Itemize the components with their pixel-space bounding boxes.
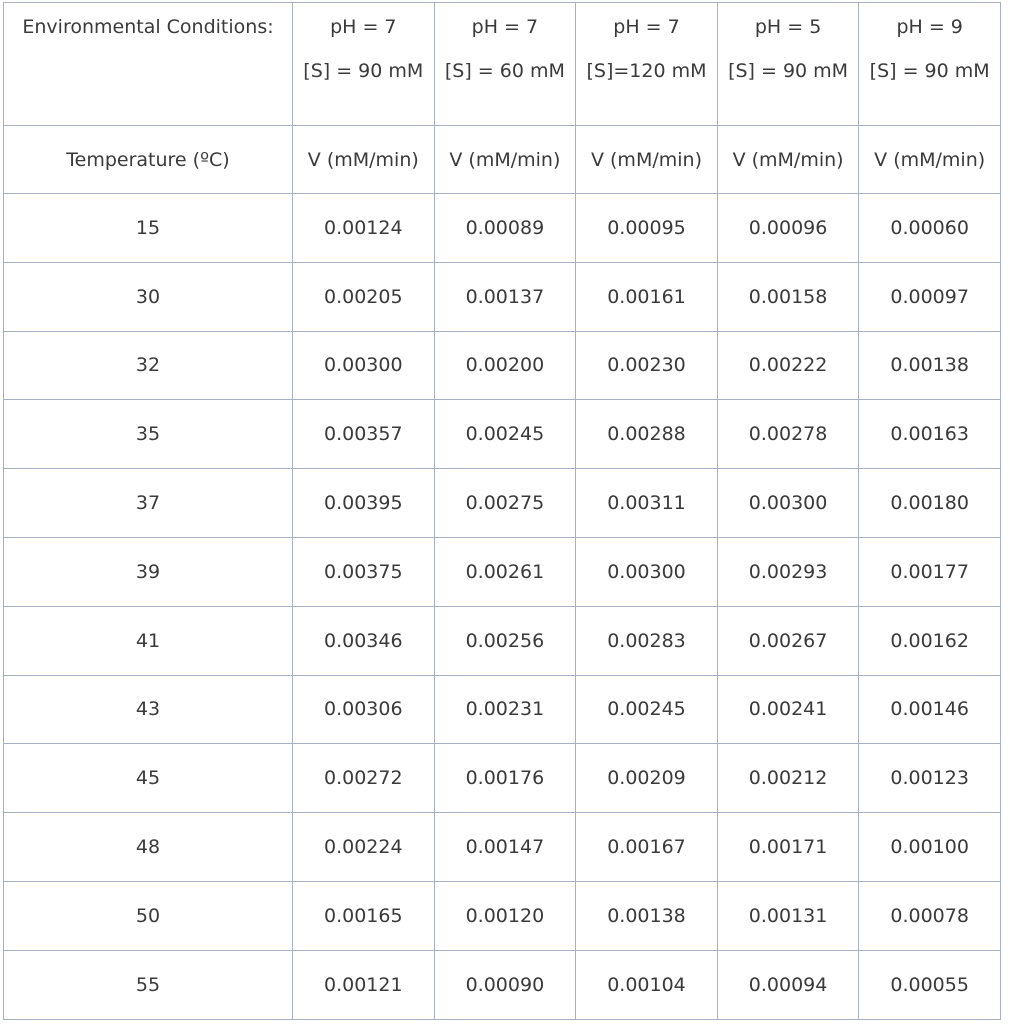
- velocity-cell: 0.00171: [717, 813, 859, 882]
- velocity-cell: 0.00256: [434, 606, 576, 675]
- velocity-cell: 0.00200: [434, 331, 576, 400]
- velocity-cell: 0.00090: [434, 950, 576, 1019]
- velocity-cell: 0.00278: [717, 400, 859, 469]
- velocity-cell: 0.00124: [293, 194, 435, 263]
- velocity-header-cell: V (mM/min): [576, 126, 718, 194]
- condition-cell: [859, 3, 1001, 126]
- velocity-cell: 0.00272: [293, 744, 435, 813]
- velocity-cell: 0.00161: [576, 262, 718, 331]
- velocity-cell: 0.00123: [859, 744, 1001, 813]
- temperature-cell: 35: [4, 400, 293, 469]
- condition-ph: pH = 7: [330, 16, 397, 38]
- condition-cell: [717, 3, 859, 126]
- condition-ph: pH = 7: [471, 16, 539, 38]
- velocity-cell: 0.00231: [434, 675, 576, 744]
- velocity-cell: 0.00163: [859, 400, 1001, 469]
- table-row: [4, 606, 1001, 675]
- velocity-cell: 0.00375: [293, 537, 435, 606]
- temperature-cell: 32: [4, 331, 293, 400]
- condition-ph: pH = 7: [613, 16, 680, 38]
- velocity-cell: 0.00095: [576, 194, 718, 263]
- table-row: [4, 331, 1001, 400]
- velocity-cell: 0.00300: [717, 469, 859, 538]
- velocity-cell: 0.00180: [859, 469, 1001, 538]
- table-row: [4, 537, 1001, 606]
- velocity-cell: 0.00146: [859, 675, 1001, 744]
- velocity-cell: 0.00097: [859, 262, 1001, 331]
- conditions-header-cell: [4, 3, 293, 126]
- condition-ph: pH = 5: [754, 16, 822, 38]
- enzyme-velocity-table: [3, 2, 1001, 1020]
- temperature-cell: 15: [4, 194, 293, 263]
- temperature-cell: 43: [4, 675, 293, 744]
- condition-cell: [576, 3, 718, 126]
- temperature-header-cell: Temperature (ºC): [4, 126, 293, 194]
- velocity-cell: 0.00165: [293, 881, 435, 950]
- velocity-cell: 0.00121: [293, 950, 435, 1019]
- table-row: [4, 675, 1001, 744]
- data-table-container: [3, 2, 1000, 1020]
- table-row: [4, 400, 1001, 469]
- velocity-cell: 0.00395: [293, 469, 435, 538]
- velocity-cell: 0.00138: [576, 881, 718, 950]
- velocity-cell: 0.00222: [717, 331, 859, 400]
- velocity-cell: 0.00293: [717, 537, 859, 606]
- velocity-cell: 0.00120: [434, 881, 576, 950]
- temperature-cell: 41: [4, 606, 293, 675]
- velocity-cell: 0.00158: [717, 262, 859, 331]
- velocity-cell: 0.00131: [717, 881, 859, 950]
- velocity-header-cell: V (mM/min): [717, 126, 859, 194]
- velocity-cell: 0.00288: [576, 400, 718, 469]
- condition-ph: pH = 9: [896, 16, 963, 38]
- conditions-header-label: Environmental Conditions:: [22, 16, 274, 38]
- table-row: [4, 881, 1001, 950]
- condition-cell: [293, 3, 435, 126]
- velocity-cell: 0.00104: [576, 950, 718, 1019]
- velocity-cell: 0.00055: [859, 950, 1001, 1019]
- velocity-cell: 0.00275: [434, 469, 576, 538]
- velocity-cell: 0.00162: [859, 606, 1001, 675]
- temperature-cell: 48: [4, 813, 293, 882]
- temperature-cell: 55: [4, 950, 293, 1019]
- velocity-cell: 0.00311: [576, 469, 718, 538]
- velocity-cell: 0.00209: [576, 744, 718, 813]
- condition-substrate: [S] = 90 mM: [303, 60, 424, 82]
- table-row: [4, 744, 1001, 813]
- velocity-cell: 0.00100: [859, 813, 1001, 882]
- condition-cell: [434, 3, 576, 126]
- velocity-cell: 0.00205: [293, 262, 435, 331]
- velocity-cell: 0.00147: [434, 813, 576, 882]
- velocity-cell: 0.00089: [434, 194, 576, 263]
- condition-substrate: [S] = 90 mM: [728, 60, 849, 82]
- velocity-header-cell: V (mM/min): [859, 126, 1001, 194]
- velocity-cell: 0.00137: [434, 262, 576, 331]
- temperature-cell: 50: [4, 881, 293, 950]
- velocity-cell: 0.00283: [576, 606, 718, 675]
- velocity-cell: 0.00094: [717, 950, 859, 1019]
- velocity-cell: 0.00177: [859, 537, 1001, 606]
- velocity-cell: 0.00230: [576, 331, 718, 400]
- velocity-cell: 0.00078: [859, 881, 1001, 950]
- velocity-cell: 0.00300: [293, 331, 435, 400]
- table-row: [4, 813, 1001, 882]
- conditions-header-row: [4, 3, 1001, 126]
- velocity-cell: 0.00245: [434, 400, 576, 469]
- velocity-cell: 0.00261: [434, 537, 576, 606]
- temperature-cell: 37: [4, 469, 293, 538]
- velocity-cell: 0.00212: [717, 744, 859, 813]
- condition-substrate: [S] = 90 mM: [869, 60, 990, 82]
- temperature-cell: 39: [4, 537, 293, 606]
- table-row: [4, 194, 1001, 263]
- table-row: [4, 262, 1001, 331]
- velocity-header-cell: V (mM/min): [434, 126, 576, 194]
- table-row: [4, 950, 1001, 1019]
- velocity-cell: 0.00300: [576, 537, 718, 606]
- velocity-cell: 0.00245: [576, 675, 718, 744]
- velocity-cell: 0.00138: [859, 331, 1001, 400]
- velocity-cell: 0.00167: [576, 813, 718, 882]
- condition-substrate: [S] = 60 mM: [444, 60, 565, 82]
- velocity-cell: 0.00306: [293, 675, 435, 744]
- temperature-cell: 30: [4, 262, 293, 331]
- velocity-cell: 0.00176: [434, 744, 576, 813]
- velocity-cell: 0.00357: [293, 400, 435, 469]
- condition-substrate: [S]=120 mM: [586, 60, 707, 82]
- temperature-cell: 45: [4, 744, 293, 813]
- velocity-cell: 0.00241: [717, 675, 859, 744]
- table-row: [4, 469, 1001, 538]
- velocity-cell: 0.00346: [293, 606, 435, 675]
- velocity-cell: 0.00267: [717, 606, 859, 675]
- velocity-cell: 0.00096: [717, 194, 859, 263]
- velocity-header-cell: V (mM/min): [293, 126, 435, 194]
- units-header-row: [4, 126, 1001, 194]
- velocity-cell: 0.00060: [859, 194, 1001, 263]
- velocity-cell: 0.00224: [293, 813, 435, 882]
